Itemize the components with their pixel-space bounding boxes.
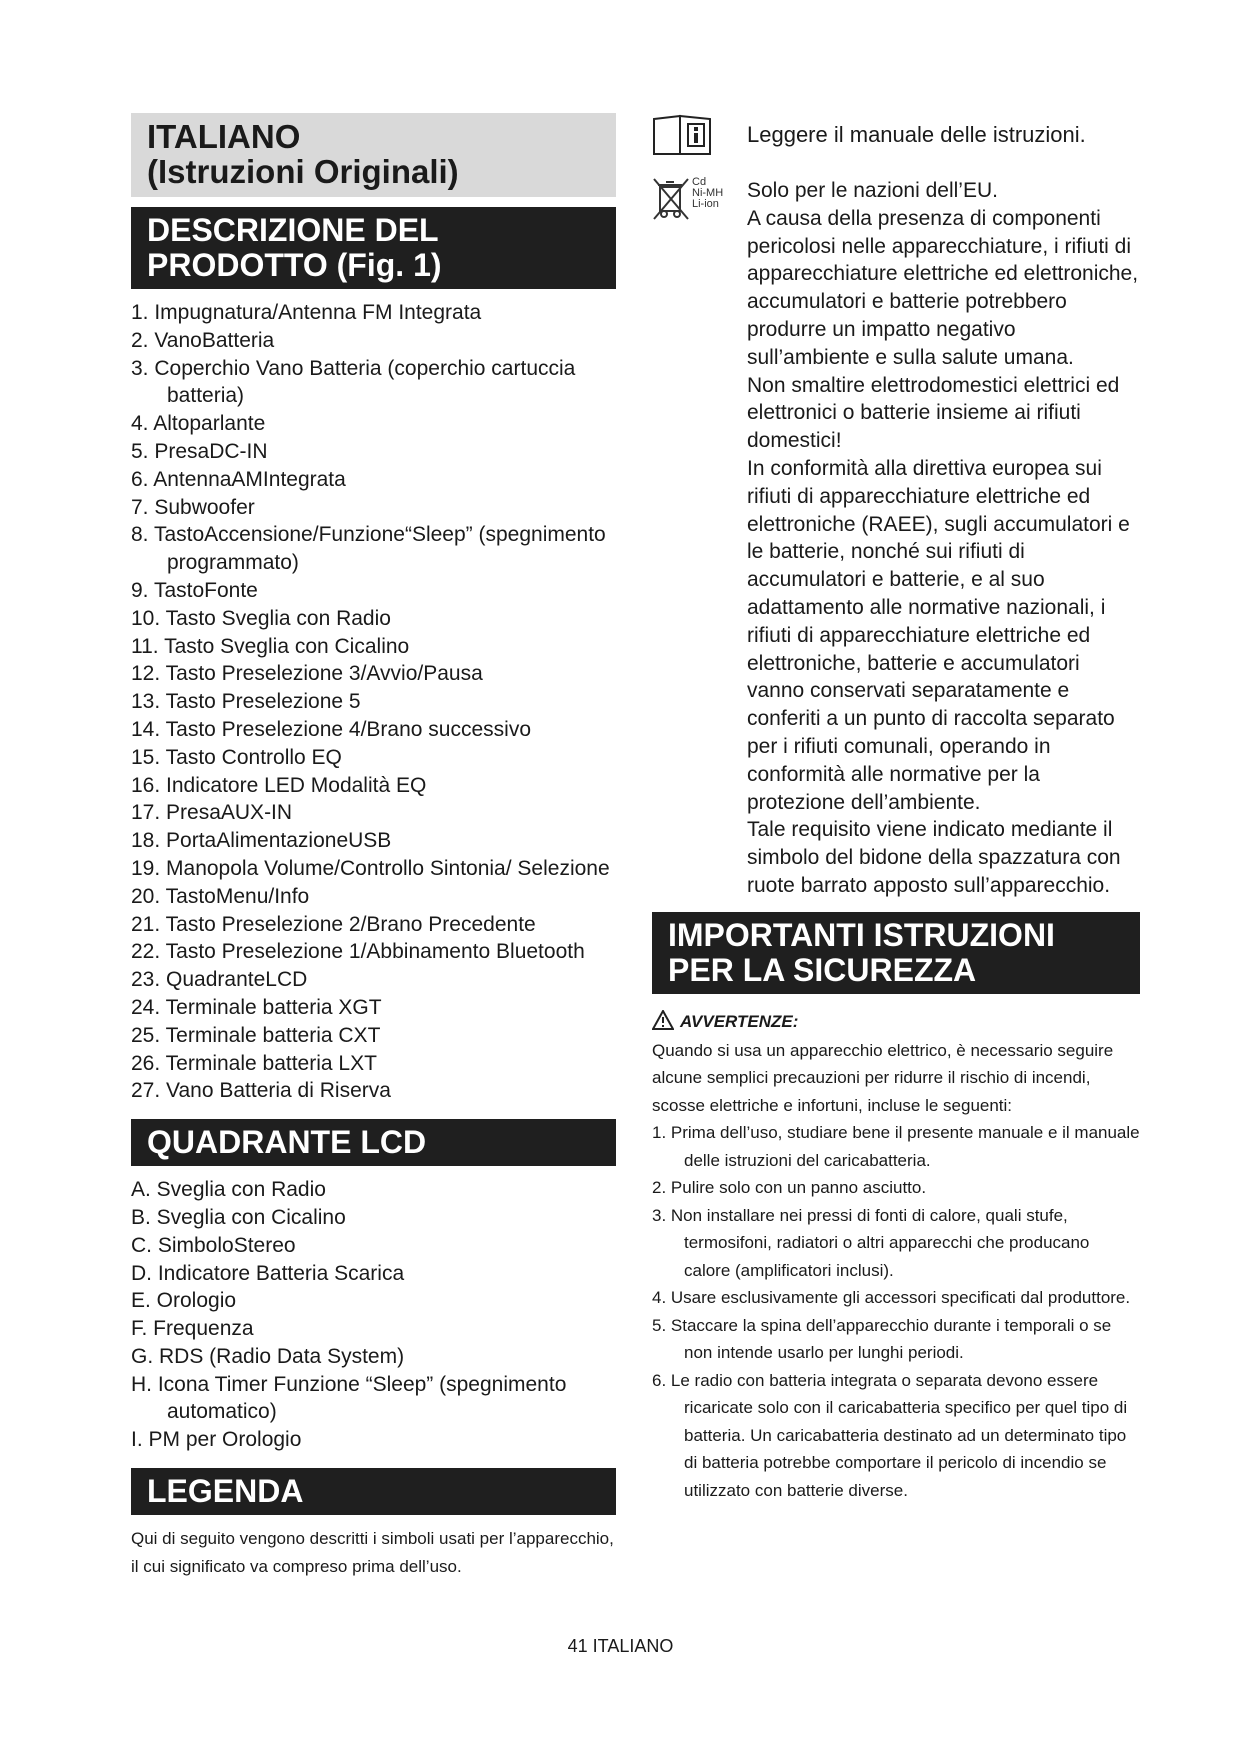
list-item: 9. TastoFonte	[131, 578, 258, 602]
legend-heading: LEGENDA	[131, 1468, 616, 1515]
language-subtitle: (Istruzioni Originali)	[147, 153, 459, 190]
list-item: 5. Staccare la spina dell’apparecchio durante i temporali o se non intende usarlo per lunghi periodi.	[652, 1315, 1112, 1363]
list-item: 18. PortaAlimentazioneUSB	[131, 829, 392, 853]
page-footer: 41 ITALIANO	[567, 1636, 674, 1656]
list-item: 7. Subwoofer	[131, 495, 255, 519]
list-item: 2. VanoBatteria	[131, 328, 275, 352]
safety-heading-line2: PER LA SICUREZZA	[668, 951, 977, 988]
list-item: E. Orologio	[131, 1289, 237, 1313]
list-item: G. RDS (Radio Data System)	[131, 1344, 405, 1368]
left-column	[131, 113, 616, 1580]
list-item: 12. Tasto Preselezione 3/Avvio/Pausa	[131, 662, 483, 686]
list-item: 24. Terminale batteria XGT	[131, 995, 382, 1019]
parts-list	[131, 299, 616, 1105]
read-manual-icon	[652, 113, 712, 162]
weee-label-cd: Cd	[692, 176, 707, 188]
list-item: 6. AntennaAMIntegrata	[131, 467, 346, 491]
lcd-heading: QUADRANTE LCD	[131, 1119, 616, 1166]
product-description-heading-line1: DESCRIZIONE DEL	[147, 212, 439, 248]
list-item: H. Icona Timer Funzione “Sleep” (spegnimento automatico)	[131, 1372, 567, 1424]
list-item: 3. Coperchio Vano Batteria (coperchio cartuccia batteria)	[131, 356, 576, 408]
list-item: 1. Impugnatura/Antenna FM Integrata	[131, 301, 482, 324]
list-item: 19. Manopola Volume/Controllo Sintonia/ Selezione	[131, 856, 610, 880]
weee-bin-icon	[652, 177, 723, 221]
language-title-box	[131, 113, 616, 197]
list-item: 14. Tasto Preselezione 4/Brano successivo	[131, 717, 532, 741]
weee-line: Tale requisito viene indicato mediante il simbolo del bidone della spazzatura con ruote barrato apposto sull’apparecchio.	[747, 818, 1121, 897]
list-item: 16. Indicatore LED Modalità EQ	[131, 773, 427, 797]
weee-line: Solo per le nazioni dell’EU.	[747, 179, 998, 202]
list-item: 27. Vano Batteria di Riserva	[131, 1079, 391, 1103]
product-description-heading-line2: PRODOTTO (Fig. 1)	[147, 247, 442, 283]
list-item: B. Sveglia con Cicalino	[131, 1205, 346, 1229]
list-item: 6. Le radio con batteria integrata o separata devono essere ricaricate solo con il caricabatteria specifico per quel tipo di batteria. Un caricabatteria destinato ad un determinato tipo di batteria potrebbe comportare il pericolo di incendio se utilizzato con batterie diverse.	[652, 1370, 1128, 1500]
list-item: 5. PresaDC-IN	[131, 439, 268, 463]
right-column	[652, 113, 1140, 1504]
list-item: C. SimboloStereo	[131, 1233, 296, 1257]
weee-label-liion: Li-ion	[692, 198, 719, 210]
safety-heading-line1: IMPORTANTI ISTRUZIONI	[668, 916, 1055, 953]
list-item: 17. PresaAUX-IN	[131, 801, 293, 825]
warning-title-text: AVVERTENZE:	[680, 1012, 799, 1032]
list-item: 10. Tasto Sveglia con Radio	[131, 606, 391, 630]
list-item: 1. Prima dell’uso, studiare bene il presente manuale e il manuale delle istruzioni del caricabatteria.	[652, 1123, 1140, 1170]
weee-text	[747, 177, 1140, 900]
weee-line: Non smaltire elettrodomestici elettrici ed elettronici o batterie insieme ai rifiuti domestici!	[747, 373, 1120, 453]
list-item: 2. Pulire solo con un panno asciutto.	[652, 1178, 927, 1198]
safety-heading	[652, 912, 1140, 994]
list-item: 23. QuadranteLCD	[131, 968, 308, 992]
legend-text: Qui di seguito vengono descritti i simboli usati per l’apparecchio, il cui significato va compreso prima dell’uso.	[131, 1529, 614, 1576]
warning-intro: Quando si usa un apparecchio elettrico, è necessario seguire alcune semplici precauzioni per ridurre il rischio di incendi, scosse elettriche e infortuni, incluse le seguenti:	[652, 1040, 1114, 1115]
warning-title	[652, 1010, 1140, 1035]
weee-label-nimh: Ni-MH	[692, 187, 724, 199]
list-item: 4. Usare esclusivamente gli accessori specificati dal produttore.	[652, 1288, 1131, 1308]
list-item: 26. Terminale batteria LXT	[131, 1051, 377, 1075]
read-manual-text: Leggere il manuale delle istruzioni.	[747, 122, 1086, 147]
weee-row	[652, 177, 1140, 900]
product-description-heading	[131, 207, 616, 289]
list-item: 11. Tasto Sveglia con Cicalino	[131, 634, 410, 658]
list-item: 3. Non installare nei pressi di fonti di calore, quali stufe, termosifoni, radiatori o altri apparecchi che producano calore (amplificatori inclusi).	[652, 1205, 1090, 1280]
list-item: 20. TastoMenu/Info	[131, 884, 310, 908]
weee-line: A causa della presenza di componenti pericolosi nelle apparecchiature, i rifiuti di apparecchiature elettriche ed elettroniche, accumulatori e batterie potrebbero produrre un impatto negativo sull’ambiente e sulla salute umana.	[747, 206, 1139, 369]
list-item: A. Sveglia con Radio	[131, 1178, 326, 1202]
language-title: ITALIANO	[147, 118, 301, 155]
list-item: 15. Tasto Controllo EQ	[131, 745, 342, 769]
list-item: 8. TastoAccensione/Funzione“Sleep” (spegnimento programmato)	[131, 523, 606, 575]
read-manual-row	[652, 113, 1140, 163]
warning-triangle-icon	[652, 1010, 674, 1035]
list-item: F. Frequenza	[131, 1317, 254, 1341]
warnings-list	[652, 1119, 1140, 1504]
list-item: 21. Tasto Preselezione 2/Brano Precedente	[131, 912, 536, 936]
list-item: 22. Tasto Preselezione 1/Abbinamento Bluetooth	[131, 940, 585, 964]
lcd-list	[131, 1176, 616, 1454]
list-item: 13. Tasto Preselezione 5	[131, 690, 361, 714]
list-item: D. Indicatore Batteria Scarica	[131, 1261, 405, 1285]
list-item: 25. Terminale batteria CXT	[131, 1023, 381, 1047]
weee-line: In conformità alla direttiva europea sui rifiuti di apparecchiature elettriche ed elettroniche (RAEE), sugli accumulatori e le batterie, nonché sui rifiuti di accumulatori e batterie, e al suo adattamento alle normative nazionali, i rifiuti di apparecchiature elettriche ed elettroniche, batterie e accumulatori vanno conservati separatamente e conferiti a un punto di raccolta separato per i rifiuti comunali, operando in conformità alle normative per la protezione dell’ambiente.	[747, 456, 1130, 814]
list-item: I. PM per Orologio	[131, 1428, 302, 1452]
list-item: 4. Altoparlante	[131, 412, 266, 436]
